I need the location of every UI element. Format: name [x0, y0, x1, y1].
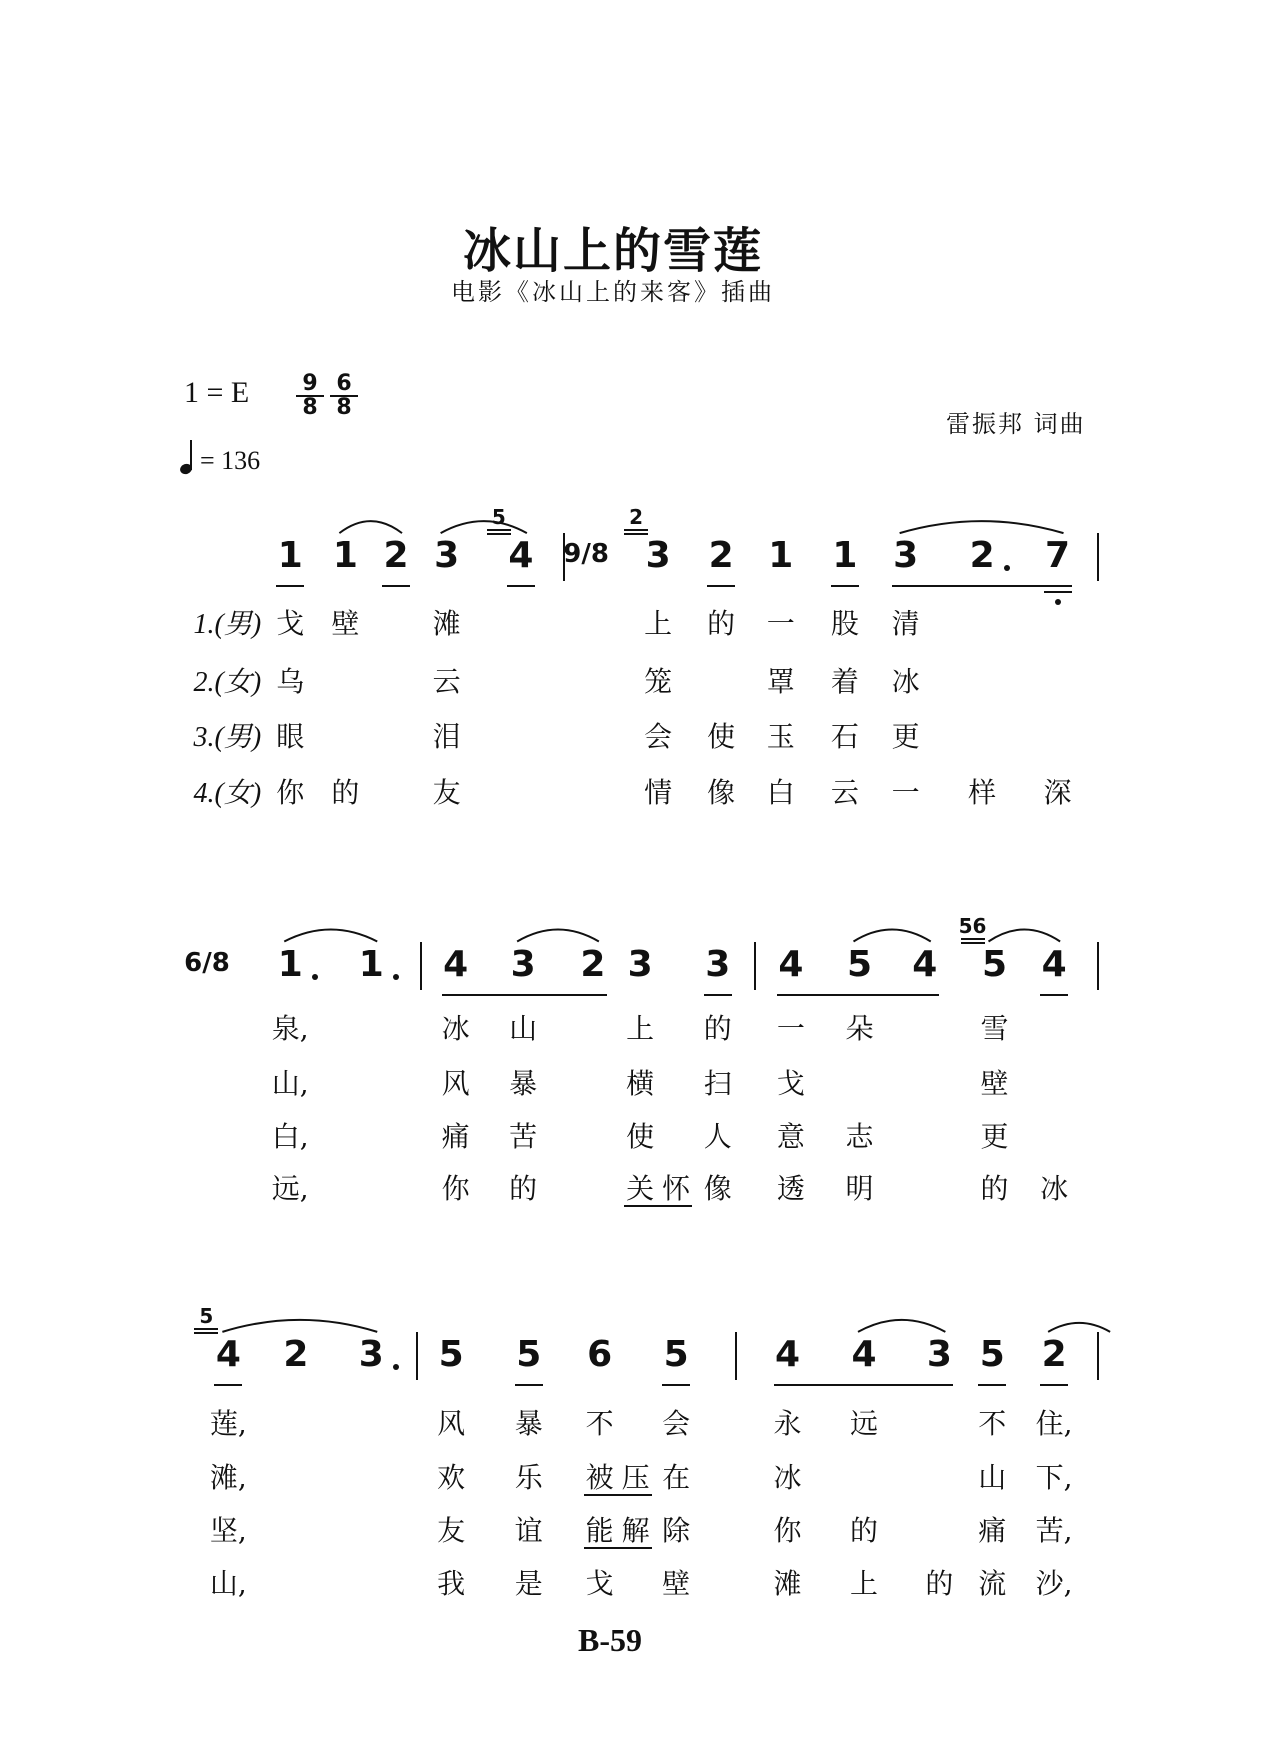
- lyric-char: 白,: [271, 1120, 309, 1154]
- lyric-char: 冰: [441, 1012, 470, 1046]
- lyric-char: 冰: [891, 664, 920, 698]
- lyric-char: 不: [978, 1407, 1007, 1440]
- lyric-char: 下,: [1035, 1461, 1073, 1494]
- lyric-char: 上: [644, 607, 673, 641]
- slur: [284, 930, 377, 942]
- lyric-char: 坚,: [209, 1513, 247, 1547]
- time-signature-9-8: 9 8: [296, 374, 324, 418]
- verse-label: 4.(女): [193, 777, 262, 809]
- lyric-char: 股: [830, 607, 859, 641]
- note: 3: [645, 535, 671, 577]
- note: 3: [893, 535, 919, 577]
- grace-beam: [961, 942, 985, 944]
- note: 4: [443, 943, 469, 985]
- lyric-char: 乐: [514, 1461, 543, 1494]
- note: 2: [383, 535, 409, 577]
- lyric-char: 清: [891, 607, 920, 641]
- lyric-char: 雪: [980, 1012, 1009, 1046]
- note: 3: [358, 1333, 384, 1375]
- note: 3: [434, 535, 460, 577]
- slur: [858, 1320, 945, 1332]
- slur: [517, 930, 599, 942]
- lyric-char: 上: [849, 1566, 879, 1600]
- lyric-char: 冰: [773, 1461, 802, 1494]
- quarter-note-icon: [180, 440, 194, 476]
- lyric-char: 像: [707, 775, 736, 809]
- lyric-char: 更: [891, 719, 920, 753]
- lyric-char: 壁: [662, 1566, 691, 1600]
- lyric-char: 壁: [331, 607, 360, 641]
- underline-beam: [774, 1384, 954, 1386]
- lyric-char: 会: [662, 1407, 691, 1440]
- lyric-char: 壁: [980, 1067, 1009, 1101]
- note: 4: [508, 535, 534, 577]
- lyric-char: 流: [978, 1566, 1007, 1600]
- grace-beam: [487, 529, 511, 531]
- note: 6: [587, 1333, 613, 1375]
- underline-beam-2: [1044, 591, 1072, 593]
- underline-beam: [1040, 994, 1068, 996]
- lyric-char: 情: [644, 775, 673, 809]
- composer-credit: 雷振邦 词曲: [946, 410, 1086, 438]
- grace-beam: [961, 938, 985, 940]
- note: 7: [1044, 535, 1071, 577]
- lyric-underline: [584, 1494, 652, 1496]
- note: 5: [979, 1333, 1005, 1375]
- lyric-char: 欢: [437, 1461, 466, 1494]
- note: 2: [283, 1333, 309, 1375]
- lyric-char: 的: [980, 1171, 1009, 1205]
- lyric-char: 你: [773, 1513, 802, 1547]
- lyric-char: 的: [509, 1171, 538, 1205]
- barline: [754, 942, 756, 990]
- augmentation-dot: [1004, 565, 1010, 571]
- lyric-char: 像: [703, 1171, 732, 1205]
- octave-low-dot: [1055, 599, 1061, 605]
- verse-label: 2.(女): [193, 666, 262, 698]
- lyric-char: 住,: [1035, 1407, 1073, 1440]
- underline-beam: [515, 1384, 543, 1386]
- lyric-char: 滩: [432, 607, 461, 641]
- lyric-char: 意: [776, 1120, 805, 1154]
- lyric-char: 乌: [276, 664, 305, 698]
- augmentation-dot: [393, 974, 399, 980]
- lyric-char: 会: [644, 719, 673, 753]
- lyric-char: 远,: [271, 1171, 309, 1205]
- note: 1: [832, 535, 858, 577]
- note: 3: [627, 943, 653, 985]
- lyric-underline: [624, 1205, 692, 1207]
- page-number: B-59: [578, 1622, 642, 1658]
- lyric-char: 泪: [432, 719, 461, 753]
- note: 3: [510, 943, 536, 985]
- underline-beam: [662, 1384, 690, 1386]
- lyric-char: 深: [1043, 775, 1072, 809]
- note: 1: [277, 535, 303, 577]
- underline-beam: [831, 585, 859, 587]
- note: 1: [768, 535, 794, 577]
- slur: [989, 930, 1061, 942]
- slur: [854, 930, 931, 942]
- underline-beam: [978, 1384, 1006, 1386]
- lyric-char: 眼: [276, 719, 305, 753]
- lyric-char: 明: [845, 1171, 874, 1205]
- lyric-char: 石: [830, 719, 859, 753]
- lyric-char: 山: [509, 1012, 538, 1046]
- underline-beam: [1040, 1384, 1068, 1386]
- lyric-char: 关: [626, 1171, 655, 1205]
- barline: [735, 1332, 737, 1380]
- lyric-char: 的: [707, 607, 736, 641]
- underline-beam: [442, 994, 607, 996]
- lyric-char: 罩: [766, 664, 795, 698]
- grace-beam: [624, 529, 648, 531]
- lyric-char: 一: [766, 607, 795, 641]
- note: 2: [1041, 1333, 1067, 1375]
- lyric-char: 除: [662, 1513, 691, 1547]
- lyric-char: 横: [626, 1067, 655, 1101]
- note: 5: [438, 1333, 464, 1375]
- lyric-char: 戈: [585, 1566, 614, 1600]
- lyric-char: 戈: [276, 607, 305, 641]
- lyric-char: 莲,: [209, 1407, 247, 1440]
- lyric-char: 云: [830, 775, 859, 809]
- slur: [441, 521, 527, 533]
- underline-beam: [382, 585, 410, 587]
- lyric-char: 我: [437, 1566, 466, 1600]
- underline-beam: [214, 1384, 242, 1386]
- lyric-char: 的: [703, 1012, 732, 1046]
- lyric-char: 上: [626, 1012, 655, 1046]
- lyric-char: 扫: [703, 1067, 732, 1101]
- lyric-char: 风: [441, 1067, 470, 1101]
- song-subtitle: 电影《冰山上的来客》插曲: [451, 278, 775, 306]
- time-signature-change: 9/8: [563, 539, 609, 570]
- lyric-char: 远: [849, 1407, 879, 1440]
- grace-note: 5: [491, 505, 506, 530]
- barline: [1097, 942, 1099, 990]
- lyric-char: 志: [845, 1120, 874, 1154]
- note: 3: [705, 943, 731, 985]
- slur: [339, 521, 402, 533]
- note: 4: [851, 1333, 877, 1375]
- lyric-char: 解: [621, 1513, 650, 1547]
- lyric-char: 痛: [978, 1513, 1007, 1547]
- lyric-char: 的: [849, 1513, 879, 1547]
- lyric-char: 能: [585, 1513, 614, 1547]
- lyric-char: 着: [830, 664, 859, 698]
- lyric-underline: [584, 1547, 652, 1549]
- underline-beam: [704, 994, 732, 996]
- lyric-char: 白: [766, 775, 795, 809]
- note: 4: [912, 943, 938, 985]
- lyric-char: 云: [432, 664, 461, 698]
- underline-beam: [507, 585, 535, 587]
- lyric-char: 滩: [773, 1566, 802, 1600]
- lyric-char: 一: [776, 1012, 805, 1046]
- lyric-char: 山: [978, 1461, 1007, 1494]
- note: 4: [774, 1333, 801, 1375]
- note: 3: [926, 1333, 952, 1375]
- lyric-char: 泉,: [271, 1012, 309, 1046]
- slur: [900, 521, 1064, 533]
- note: 5: [981, 943, 1008, 985]
- lyric-char: 透: [776, 1171, 805, 1205]
- underline-beam: [777, 994, 939, 996]
- slur: [222, 1320, 377, 1332]
- lyric-char: 滩,: [209, 1461, 247, 1494]
- song-title: 冰山上的雪莲: [462, 223, 763, 279]
- lyric-char: 山,: [271, 1067, 309, 1101]
- lyric-char: 使: [707, 719, 736, 753]
- lyric-char: 苦: [509, 1120, 538, 1154]
- lyric-char: 谊: [514, 1513, 543, 1547]
- lyric-char: 的: [331, 775, 360, 809]
- lyric-char: 暴: [514, 1407, 543, 1440]
- note: 1: [277, 943, 303, 985]
- note: 4: [215, 1333, 241, 1375]
- barline: [1097, 1332, 1099, 1380]
- grace-note: 5: [199, 1303, 214, 1328]
- lyric-char: 沙,: [1035, 1566, 1073, 1600]
- lyric-char: 玉: [766, 719, 795, 753]
- note: 4: [778, 943, 804, 985]
- lyric-char: 你: [276, 775, 305, 809]
- grace-beam: [487, 533, 511, 535]
- lyric-char: 痛: [441, 1120, 470, 1154]
- note: 5: [846, 943, 873, 985]
- lyric-char: 的: [925, 1566, 954, 1600]
- lyric-char: 山,: [209, 1566, 247, 1600]
- note: 1: [332, 535, 358, 577]
- lyric-char: 在: [662, 1461, 691, 1494]
- lyric-char: 一: [891, 775, 920, 809]
- lyric-char: 怀: [662, 1171, 691, 1205]
- lyric-char: 是: [514, 1566, 543, 1600]
- underline-beam: [892, 585, 1072, 587]
- underline-beam: [276, 585, 304, 587]
- lyric-char: 友: [437, 1513, 466, 1547]
- note: 2: [580, 943, 606, 985]
- barline: [416, 1332, 418, 1380]
- lyric-char: 人: [703, 1120, 732, 1154]
- lyric-char: 戈: [776, 1067, 805, 1101]
- grace-beam: [194, 1328, 218, 1330]
- time-signature-change: 6/8: [184, 947, 230, 978]
- lyric-char: 朵: [845, 1012, 874, 1046]
- lyric-char: 压: [621, 1461, 650, 1494]
- lyric-char: 苦,: [1035, 1513, 1073, 1547]
- lyric-char: 笼: [644, 664, 673, 698]
- lyric-char: 更: [980, 1120, 1009, 1154]
- grace-note: 2: [629, 505, 644, 530]
- augmentation-dot: [393, 1364, 399, 1370]
- lyric-char: 样: [968, 775, 997, 809]
- grace-beam: [194, 1332, 218, 1334]
- barline: [420, 942, 422, 990]
- lyric-char: 永: [773, 1407, 802, 1440]
- lyric-char: 冰: [1040, 1171, 1069, 1205]
- lyric-char: 暴: [509, 1067, 538, 1101]
- augmentation-dot: [312, 974, 318, 980]
- lyric-char: 被: [585, 1461, 614, 1494]
- time-signature-6-8: 6 8: [330, 374, 358, 418]
- lyric-char: 友: [432, 775, 461, 809]
- note: 2: [708, 535, 734, 577]
- tempo-marking: = 136: [180, 440, 260, 476]
- underline-beam: [707, 585, 735, 587]
- lyric-char: 使: [626, 1120, 655, 1154]
- lyric-char: 你: [441, 1171, 470, 1205]
- note: 1: [358, 943, 384, 985]
- note: 5: [516, 1333, 542, 1375]
- barline: [1097, 533, 1099, 581]
- tie: [1048, 1323, 1110, 1332]
- lyric-char: 风: [437, 1407, 466, 1440]
- verse-label: 1.(男): [193, 609, 262, 641]
- grace-beam: [624, 533, 648, 535]
- note: 5: [663, 1333, 689, 1375]
- note: 4: [1041, 943, 1067, 985]
- grace-note: 56: [958, 913, 987, 938]
- verse-label: 3.(男): [193, 721, 262, 753]
- lyric-char: 不: [585, 1407, 614, 1440]
- key-signature: 1 = E: [184, 376, 250, 409]
- note: 2: [969, 535, 995, 577]
